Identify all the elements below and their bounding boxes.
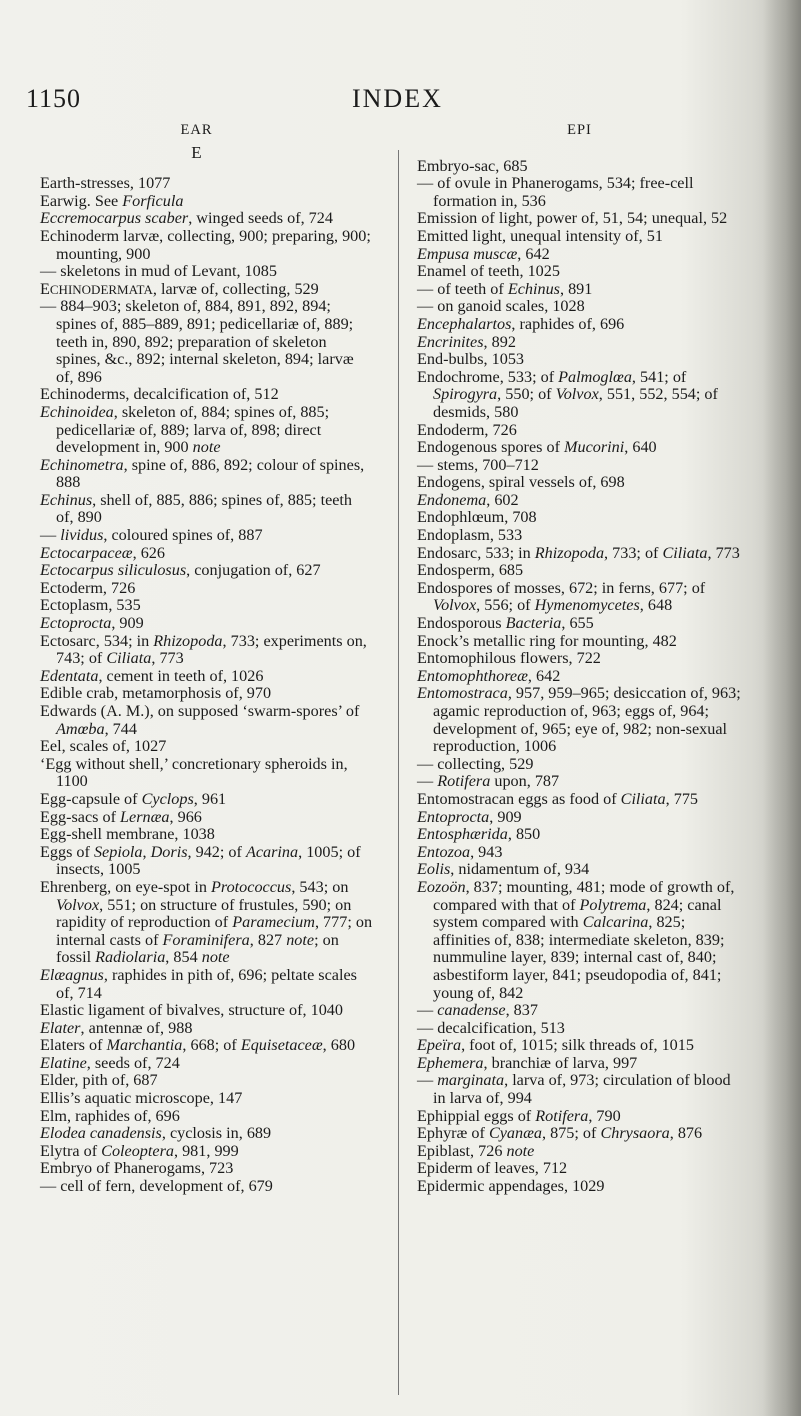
index-entry: Embryo of Phanerogams, 723 xyxy=(40,1159,234,1178)
index-entry: Elder, pith of, 687 xyxy=(40,1071,158,1090)
index-entry: Entomophilous flowers, 722 xyxy=(417,649,601,668)
right-column xyxy=(417,122,742,1196)
index-entry: — on ganoid scales, 1028 xyxy=(417,297,585,316)
index-entry: Epeïra, foot of, 1015; silk threads of, 1015 xyxy=(417,1036,694,1055)
index-entry: Earwig. See Forficula xyxy=(40,191,184,210)
index-entry: Encrinites, 892 xyxy=(417,332,516,351)
index-entry: Elytra of Coleoptera, 981, 999 xyxy=(40,1141,239,1160)
index-entry: Elatine, seeds of, 724 xyxy=(40,1053,180,1072)
index-entry: Ectosarc, 534; in Rhizopoda, 733; experiments on, 743; of Ciliata, 773 xyxy=(40,631,367,668)
index-entry: — lividus, coloured spines of, 887 xyxy=(40,526,263,545)
index-entry: — of teeth of Echinus, 891 xyxy=(417,279,593,298)
index-entry: Enamel of teeth, 1025 xyxy=(417,262,560,281)
index-entry: Endoderm, 726 xyxy=(417,420,517,439)
index-entry: Echinoderm larvæ, collecting, 900; preparing, 900; mounting, 900 xyxy=(40,226,371,263)
index-entry: Enock’s metallic ring for mounting, 482 xyxy=(417,631,677,650)
index-entry: Echinoidea, skeleton of, 884; spines of, 885; pedicellariæ of, 889; larva of, 898; direct development in, 900 note xyxy=(40,402,330,457)
index-entry: Entozoa, 943 xyxy=(417,842,503,861)
index-entry: Entomophthoreæ, 642 xyxy=(417,666,561,685)
index-entry: Echinoderms, decalcification of, 512 xyxy=(40,385,279,404)
index-entry: — canadense, 837 xyxy=(417,1001,538,1020)
index-entry: End-bulbs, 1053 xyxy=(417,350,525,369)
index-entry: Elater, antennæ of, 988 xyxy=(40,1018,193,1037)
left-guide-word: EAR xyxy=(180,122,213,138)
index-entry: Endospores of mosses, 672; in ferns, 677; of Volvox, 556; of Hymenomycetes, 648 xyxy=(417,578,706,615)
index-entry: Epiderm of leaves, 712 xyxy=(417,1159,568,1178)
index-entry: Endochrome, 533; of Palmoglœa, 541; of Spirogyra, 550; of Volvox, 551, 552, 554; of desmids, 580 xyxy=(417,367,718,421)
index-entry: — cell of fern, development of, 679 xyxy=(40,1177,273,1196)
index-entry: Endophlœum, 708 xyxy=(417,508,537,527)
index-entry: Elm, raphides of, 696 xyxy=(40,1106,180,1125)
index-entry: Ellis’s aquatic microscope, 147 xyxy=(40,1089,243,1108)
index-entry: Endosarc, 533; in Rhizopoda, 733; of Ciliata, 773 xyxy=(417,543,740,562)
index-entry: Ephippial eggs of Rotifera, 790 xyxy=(417,1106,621,1125)
left-entry-list xyxy=(40,175,373,1195)
index-entry: Elastic ligament of bivalves, structure of, 1040 xyxy=(40,1001,343,1020)
index-entry: Endogenous spores of Mucorini, 640 xyxy=(417,438,657,457)
index-entry: Endogens, spiral vessels of, 698 xyxy=(417,473,625,492)
index-entry: Emission of light, power of, 51, 54; unequal, 52 xyxy=(417,209,728,228)
index-entry: — stems, 700–712 xyxy=(417,455,539,474)
index-entry: Edentata, cement in teeth of, 1026 xyxy=(40,666,264,685)
right-guide-word: EPI xyxy=(567,122,592,138)
index-entry: Ephemera, branchiæ of larva, 997 xyxy=(417,1053,638,1072)
index-entry: Ectoprocta, 909 xyxy=(40,614,144,633)
index-entry: Endonema, 602 xyxy=(417,490,519,509)
index-entry: — collecting, 529 xyxy=(417,754,534,773)
index-entry: Endosperm, 685 xyxy=(417,561,524,580)
index-entry: Earth-stresses, 1077 xyxy=(40,174,171,193)
index-entry: Empusa muscæ, 642 xyxy=(417,244,550,263)
index-entry: Epiblast, 726 note xyxy=(417,1141,535,1160)
index-entry: Endoplasm, 533 xyxy=(417,526,523,545)
left-column xyxy=(40,122,373,1196)
index-entry: Ectoplasm, 535 xyxy=(40,596,141,615)
index-entry: — Rotifera upon, 787 xyxy=(417,772,560,791)
index-entry: — 884–903; skeleton of, 884, 891, 892, 894; spines of, 885–889, 891; pedicellariæ of, 889; teeth in, 890, 892; preparation of skeleton spines, &c., 892; internal skeleton, 894; larvæ of, 896 xyxy=(40,297,354,386)
index-entry: Ectocarpaceæ, 626 xyxy=(40,543,165,562)
index-entry: Ectoderm, 726 xyxy=(40,578,136,597)
index-entry: Ephyræ of Cyanæa, 875; of Chrysaora, 876 xyxy=(417,1124,703,1143)
index-entry: Egg-capsule of Cyclops, 961 xyxy=(40,789,227,808)
index-entry: Eolis, nidamentum of, 934 xyxy=(417,860,590,879)
right-entry-list xyxy=(417,158,742,1196)
index-entry: Echinometra, spine of, 886, 892; colour of spines, 888 xyxy=(40,455,365,492)
index-entry: Egg-sacs of Lernæa, 966 xyxy=(40,807,202,826)
index-entry: ECHINODERMATA, larvæ of, collecting, 529 xyxy=(40,279,319,298)
section-letter: E xyxy=(191,142,202,162)
index-entry: — of ovule in Phanerogams, 534; free-cell formation in, 536 xyxy=(417,174,694,210)
index-entry: Ehrenberg, on eye-spot in Protococcus, 543; on Volvox, 551; on structure of frustules, 590; on rapidity of reproduction of Paramecium, 777; on internal casts of Foraminifera, 827 note; on fossil Radiolaria, 854 note xyxy=(40,877,373,967)
index-entry: Embryo-sac, 685 xyxy=(417,156,528,175)
index-entry: Edible crab, metamorphosis of, 970 xyxy=(40,684,272,703)
index-entry: Entomostracan eggs as food of Ciliata, 775 xyxy=(417,789,698,808)
index-entry: Endosporous Bacteria, 655 xyxy=(417,614,594,633)
column-divider xyxy=(398,150,399,1395)
index-entry: Emitted light, unequal intensity of, 51 xyxy=(417,226,663,245)
index-entry: Entomostraca, 957, 959–965; desiccation of, 963; agamic reproduction of, 963; eggs of, 964; development of, 965; eye of, 982; non-sexual reproduction, 1006 xyxy=(417,684,741,756)
index-entry: Eel, scales of, 1027 xyxy=(40,737,167,756)
index-entry: — marginata, larva of, 973; circulation of blood in larva of, 994 xyxy=(417,1071,731,1108)
index-entry: Eccremocarpus scaber, winged seeds of, 724 xyxy=(40,209,333,228)
index-entry: Edwards (A. M.), on supposed ‘swarm-spores’ of Amœba, 744 xyxy=(40,702,360,738)
index-entry: Elæagnus, raphides in pith of, 696; peltate scales of, 714 xyxy=(40,965,357,1002)
index-entry: Ectocarpus siliculosus, conjugation of, 627 xyxy=(40,561,321,580)
index-entry: ‘Egg without shell,’ concretionary spheroids in, 1100 xyxy=(40,754,348,791)
index-entry: Epidermic appendages, 1029 xyxy=(417,1177,605,1196)
index-entry: — decalcification, 513 xyxy=(417,1018,565,1037)
page-number: 1150 xyxy=(26,84,82,113)
page-title: INDEX xyxy=(352,84,443,113)
index-entry: Echinus, shell of, 885, 886; spines of, 885; teeth of, 890 xyxy=(40,490,353,527)
index-entry: Eggs of Sepiola, Doris, 942; of Acarina, 1005; of insects, 1005 xyxy=(40,842,361,879)
index-entry: Elaters of Marchantia, 668; of Equisetaceæ, 680 xyxy=(40,1036,356,1055)
index-entry: Encephalartos, raphides of, 696 xyxy=(417,314,625,333)
index-entry: Entoprocta, 909 xyxy=(417,807,522,826)
index-entry: Eozoön, 837; mounting, 481; mode of growth of, compared with that of Polytrema, 824; canal system compared with Calcarina, 825; affinities of, 838; intermediate skeleton, 839; nummuline layer, 839; internal cast of, 840; asbestiform layer, 841; pseudopodia of, 841; young of, 842 xyxy=(417,877,735,1002)
index-entry: Elodea canadensis, cyclosis in, 689 xyxy=(40,1124,272,1143)
index-entry: — skeletons in mud of Levant, 1085 xyxy=(40,262,277,281)
index-entry: Entosphærida, 850 xyxy=(417,825,541,844)
page-edge-shadow xyxy=(763,0,801,1416)
index-entry: Egg-shell membrane, 1038 xyxy=(40,825,215,844)
